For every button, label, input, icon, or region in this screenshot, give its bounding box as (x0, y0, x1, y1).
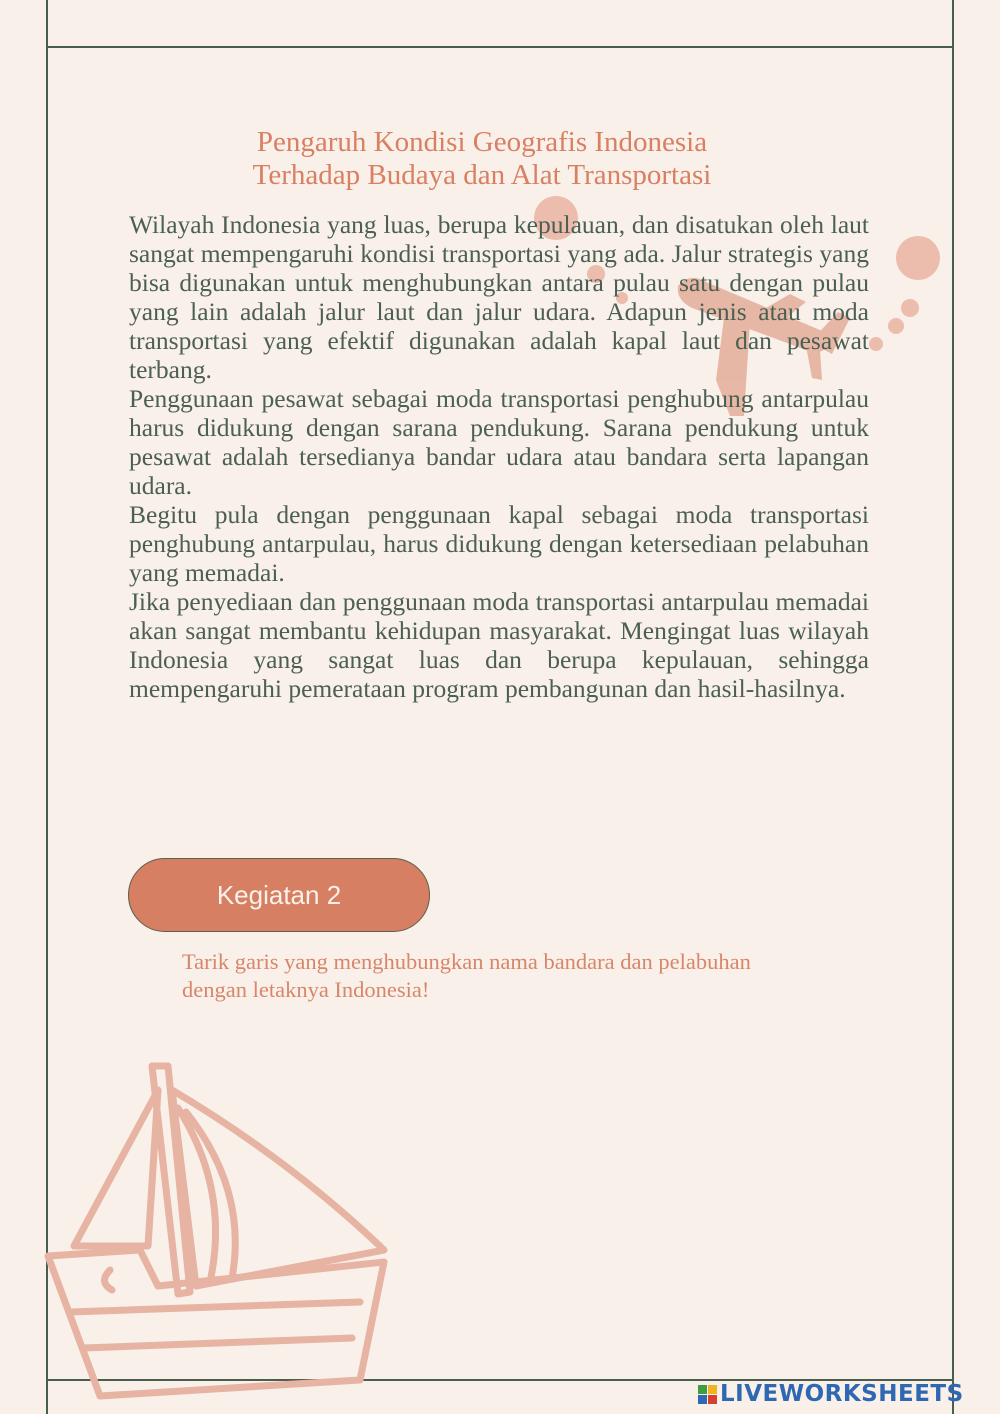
paragraph-1: Wilayah Indonesia yang luas, berupa kepulauan, dan disatukan oleh laut sangat mempengaruhi kondisi transportasi yang ada. Jalur strategis yang bisa digunakan untuk menghubungkan antara pulau satu dengan pulau yang lain adalah jalur laut dan jalur udara. Adapun jenis atau moda transportasi yang efektif digunakan adalah kapal laut dan pesawat terbang. (129, 210, 869, 384)
logo-mark (698, 1385, 717, 1404)
logo-mark-e (708, 1395, 717, 1404)
paragraph-3: Begitu pula dengan penggunaan kapal sebagai moda transportasi penghubung antarpulau, harus didukung dengan ketersediaan pelabuhan yang memadai. (129, 500, 869, 587)
frame-top-rule (46, 46, 954, 48)
logo-mark-l (698, 1385, 707, 1394)
activity-label: Kegiatan 2 (216, 879, 342, 910)
instruction-line-1: Tarik garis yang menghubungkan nama bandara dan pelabuhan (182, 949, 751, 974)
liveworksheets-logo (698, 1380, 964, 1408)
logo-mark-v (698, 1395, 707, 1404)
body-text (129, 210, 869, 703)
instruction-line-2: dengan letaknya Indonesia! (182, 977, 430, 1002)
activity-instruction (182, 948, 882, 1004)
logo-text: LIVEWORKSHEETS (720, 1381, 964, 1407)
title-line-2: Terhadap Budaya dan Alat Transportasi (252, 159, 712, 191)
title-line-1: Pengaruh Kondisi Geografis Indonesia (256, 126, 708, 158)
page-title (130, 126, 834, 192)
paragraph-2: Penggunaan pesawat sebagai moda transportasi penghubung antarpulau harus didukung dengan sarana pendukung. Sarana pendukung untuk pesawat adalah tersedianya bandar udara atau bandara serta lapangan udara. (129, 384, 869, 500)
activity-badge (128, 858, 430, 932)
paragraph-4: Jika penyediaan dan penggunaan moda transportasi antarpulau memadai akan sangat membantu kehidupan masyarakat. Mengingat luas wilayah Indonesia yang sangat luas dan berupa kepulauan, sehingga mempengaruhi pemerataan program pembangunan dan hasil-hasilnya. (129, 587, 869, 703)
sailboat-icon (40, 1050, 400, 1414)
logo-mark-i (708, 1385, 717, 1394)
